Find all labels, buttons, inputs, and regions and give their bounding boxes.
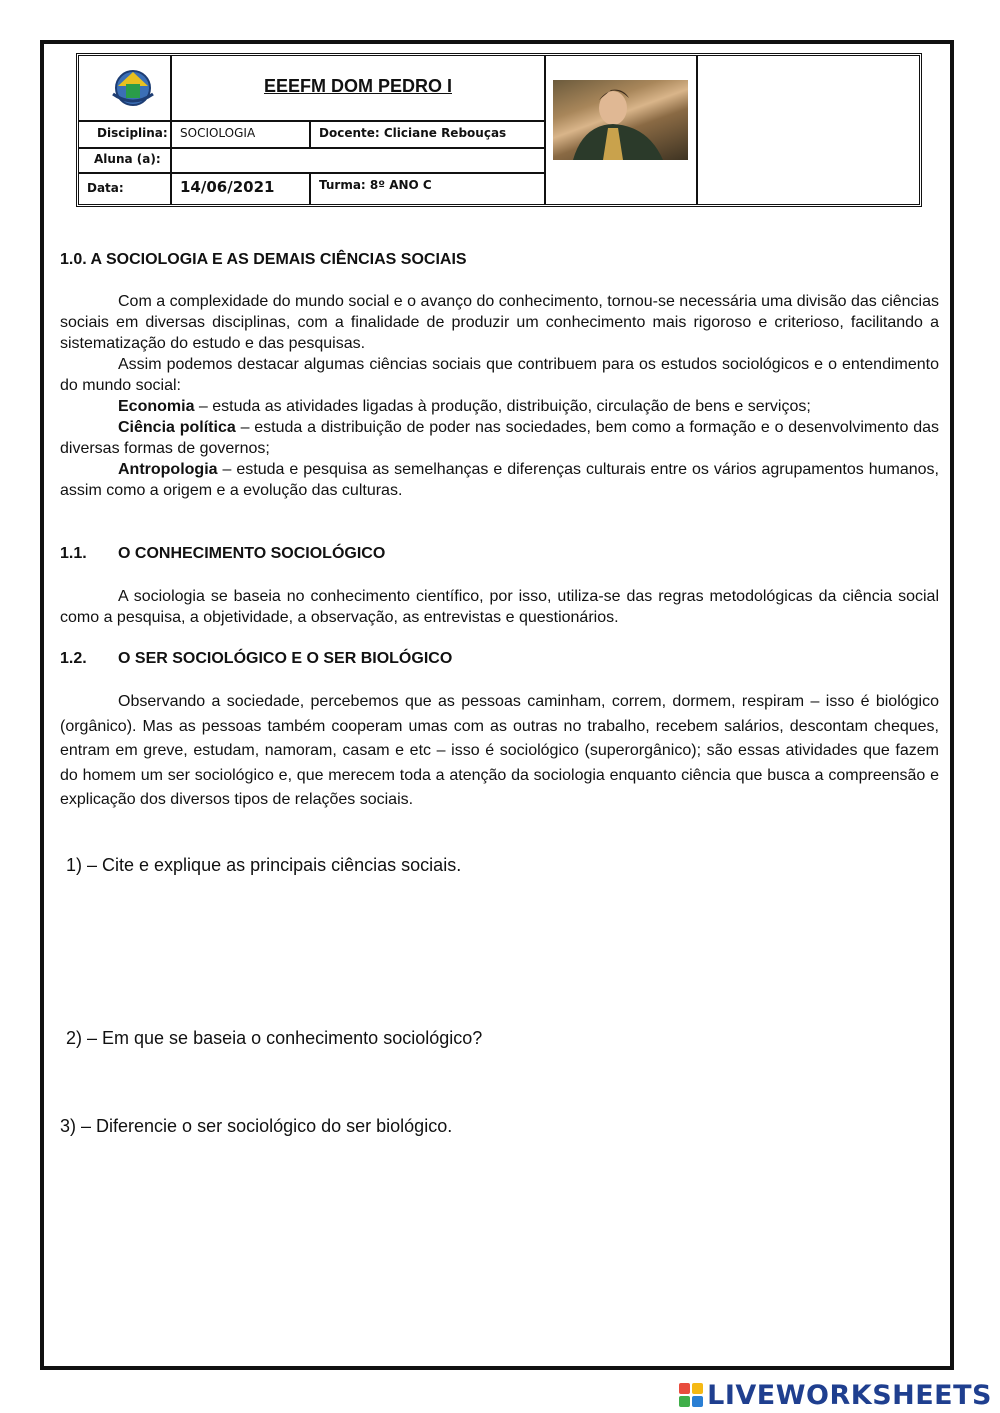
discipline-label: Disciplina: [97,126,168,140]
student-label: Aluna (a): [94,152,161,166]
class-label: Turma: 8º ANO C [319,178,432,192]
section-1-2-paragraph: Observando a sociedade, percebemos que as pessoas caminham, correm, dormem, respiram – isso é biológico (orgânico). Mas as pessoas também cooperam umas com as outras no trabalho, recebem salários, descontam cheques, entram em greve, estudam, namoram, casam e etc – isso é sociológico (superorgânico); são essas atividades que fazem do homem um ser sociológico e, que merecem toda a atenção da sociologia enquanto ciência que busca a compreensão e explicação dos diversos tipos de relações sociais. [60,693,939,808]
section-1-1-paragraph: A sociologia se baseia no conhecimento científico, por isso, utiliza-se das regras metodológicas da ciência social como a pesquisa, a objetividade, a observação, as entrevistas e questionários. [60,588,939,626]
liveworksheets-logo[interactable] [679,1380,992,1410]
logo-square [679,1396,690,1407]
section-1-0-body [60,291,939,501]
portrait-image [553,80,688,160]
liveworksheets-mark-icon [679,1383,703,1407]
liveworksheets-brand: LIVEWORKSHEETS [707,1379,992,1411]
section-1-1-body [60,586,939,628]
school-logo [108,64,158,110]
section-1-2-title: 1.2. O SER SOCIOLÓGICO E O SER BIOLÓGICO [60,650,453,667]
section-1-0-title: 1.0. A SOCIOLOGIA E AS DEMAIS CIÊNCIAS SOCIAIS [60,251,467,268]
section-1-1-title: 1.1. O CONHECIMENTO SOCIOLÓGICO [60,545,386,562]
logo-square [692,1383,703,1394]
logo-square [692,1396,703,1407]
discipline-value: SOCIOLOGIA [180,126,256,140]
list-item-antropologia: Antropologia – estuda e pesquisa as semelhanças e diferenças culturais entre os vários agrupamentos humanos, assim como a origem e a evolução das culturas. [60,461,939,499]
school-name: EEEFM DOM PEDRO I [263,76,452,96]
section-1-0-paragraph-2: Assim podemos destacar algumas ciências sociais que contribuem para os estudos sociológicos e o entendimento do mundo social: [60,356,939,394]
date-value: 14/06/2021 [180,178,275,196]
list-item-economia: Economia – estuda as atividades ligadas à produção, distribuição, circulação de bens e serviços; [118,398,811,415]
list-item-ciencia-politica: Ciência política – estuda a distribuição de poder nas sociedades, bem como a formação e o desenvolvimento das diversas formas de governos; [60,419,939,457]
teacher-label: Docente: Cliciane Rebouças [319,126,507,140]
question-3: 3) – Diferencie o ser sociológico do ser biológico. [60,1116,453,1136]
section-1-0-paragraph-1: Com a complexidade do mundo social e o avanço do conhecimento, tornou-se necessária uma divisão das ciências sociais em diversas disciplinas, com a finalidade de produzir um conhecimento mais rigoroso e criterioso, facilitando a sistematização do estudo e das pesquisas. [60,293,939,352]
logo-square [679,1383,690,1394]
question-2: 2) – Em que se baseia o conhecimento sociológico? [66,1028,483,1048]
question-1: 1) – Cite e explique as principais ciências sociais. [66,855,462,875]
section-1-2-body [60,690,939,813]
date-label: Data: [87,181,124,195]
